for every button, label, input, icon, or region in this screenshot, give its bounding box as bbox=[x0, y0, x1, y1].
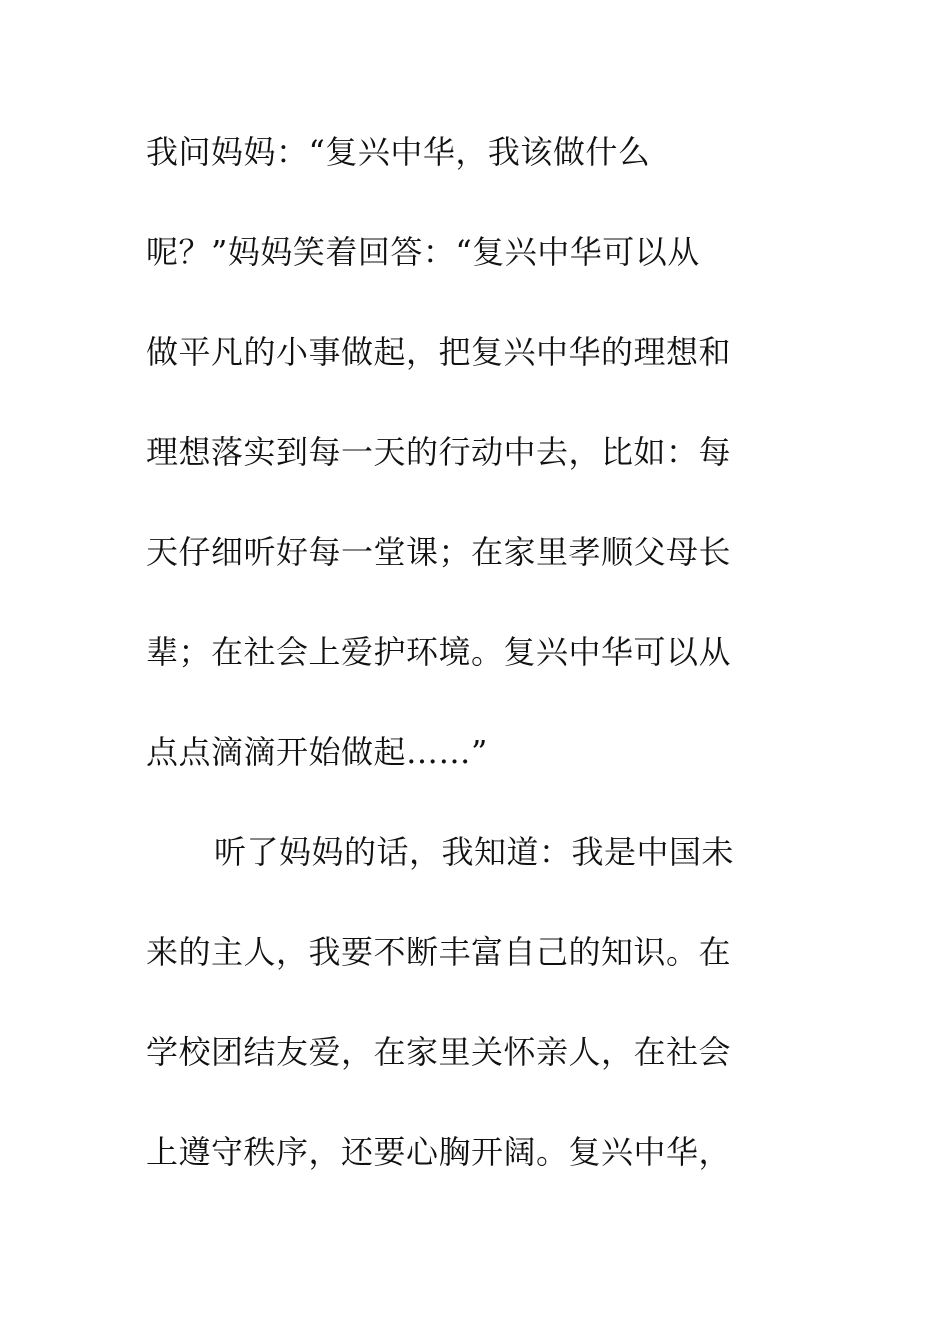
text-line-6: 辈；在社会上爱护环境。复兴中华可以从 bbox=[146, 633, 732, 671]
text-line-3: 做平凡的小事做起，把复兴中华的理想和 bbox=[146, 333, 732, 371]
text-line-5: 天仔细听好每一堂课；在家里孝顺父母长 bbox=[146, 533, 732, 571]
text-line-7: 点点滴滴开始做起……” bbox=[146, 733, 488, 771]
text-line-10: 学校团结友爱，在家里关怀亲人，在社会 bbox=[146, 1033, 732, 1071]
text-line-4: 理想落实到每一天的行动中去，比如：每 bbox=[146, 433, 732, 471]
text-line-9: 来的主人，我要不断丰富自己的知识。在 bbox=[146, 933, 732, 971]
text-line-11: 上遵守秩序，还要心胸开阔。复兴中华， bbox=[146, 1133, 732, 1171]
text-line-1: 我问妈妈：“复兴中华，我该做什么 bbox=[146, 133, 651, 171]
text-line-8: 听了妈妈的话，我知道：我是中国未 bbox=[214, 833, 735, 871]
text-line-2: 呢？”妈妈笑着回答：“复兴中华可以从 bbox=[146, 233, 700, 271]
